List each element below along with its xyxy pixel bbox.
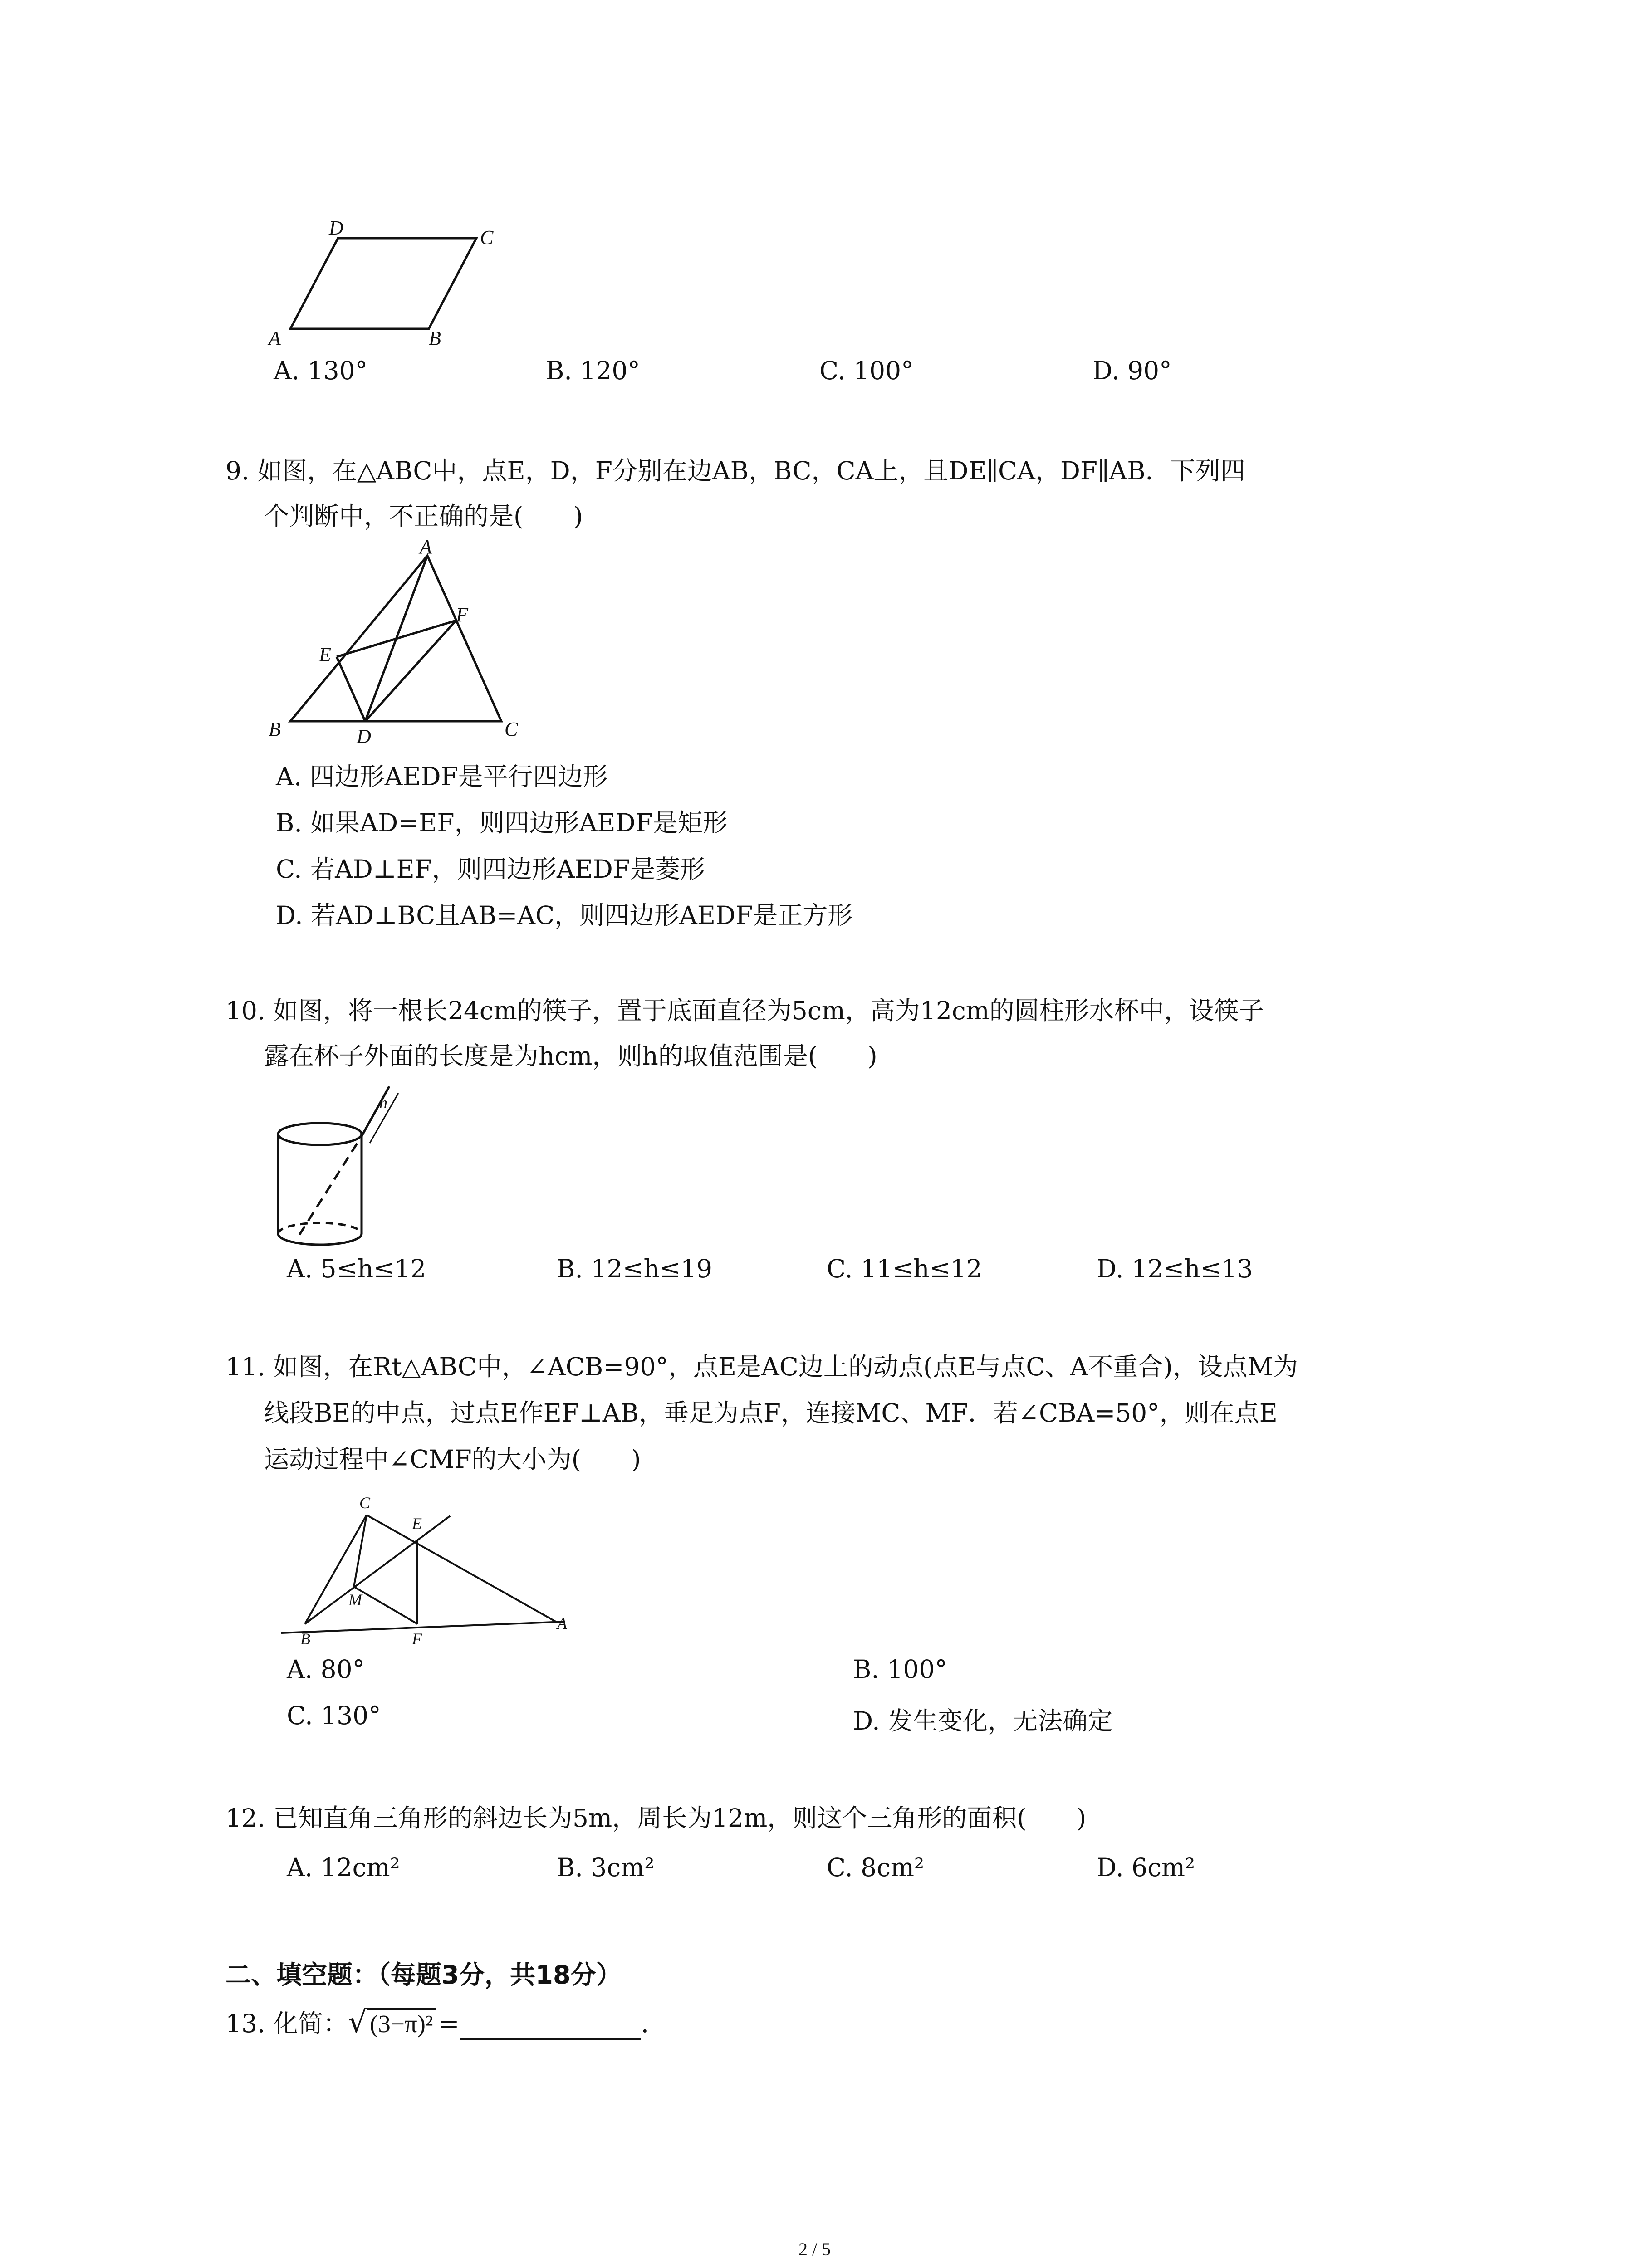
q9-option-d[interactable]: D. 若AD⊥BC且AB=AC，则四边形AEDF是正方形 — [276, 901, 853, 930]
q9-option-b[interactable]: B. 如果AD=EF，则四边形AEDF是矩形 — [276, 808, 728, 837]
q9-label-c: C — [505, 718, 518, 740]
q11-option-b[interactable]: B. 100° — [853, 1655, 947, 1684]
q13-answer-blank[interactable] — [460, 2015, 641, 2040]
baseline-ba — [281, 1622, 565, 1633]
q8-option-c[interactable]: C. 100° — [819, 356, 914, 385]
q13-equals: = — [438, 2009, 460, 2038]
q8-label-d: D — [329, 217, 343, 239]
q10-option-a[interactable]: A. 5≤h≤12 — [287, 1254, 426, 1283]
segment-ca — [367, 1515, 556, 1622]
q9-label-d: D — [357, 725, 371, 748]
segment-mf — [354, 1587, 417, 1624]
q10-option-c[interactable]: C. 11≤h≤12 — [827, 1254, 982, 1283]
q8-label-c: C — [480, 226, 494, 249]
q10-label-h: h — [379, 1094, 387, 1112]
q8-label-b: B — [429, 327, 441, 349]
q11-label-e: E — [412, 1515, 422, 1533]
q8-label-a: A — [269, 327, 281, 349]
q9-label-f: F — [456, 604, 468, 626]
segment-be-extended — [305, 1516, 450, 1624]
q8-option-b[interactable]: B. 120° — [546, 356, 640, 385]
q10-stem-line1: 10. 如图，将一根长24cm的筷子，置于底面直径为5cm，高为12cm的圆柱形水杯中，设筷子 — [225, 996, 1264, 1025]
q12-option-b[interactable]: B. 3cm² — [557, 1853, 655, 1882]
sqrt-sign-icon: √ — [348, 2004, 367, 2039]
page-number: 2 / 5 — [798, 2239, 831, 2259]
q13-end: . — [641, 2009, 649, 2038]
q9-label-a: A — [420, 536, 432, 558]
q9-stem-line2: 个判断中，不正确的是( ) — [264, 502, 583, 531]
q12-option-d[interactable]: D. 6cm² — [1097, 1853, 1195, 1882]
q11-label-b: B — [300, 1630, 310, 1648]
q11-stem-line1: 11. 如图，在Rt△ABC中，∠ACB=90°，点E是AC边上的动点(点E与点C、A不重合)，设点M为 — [225, 1352, 1298, 1381]
q11-label-a: A — [557, 1614, 567, 1633]
q12-option-c[interactable]: C. 8cm² — [827, 1853, 925, 1882]
q11-label-m: M — [348, 1591, 362, 1609]
q11-label-c: C — [359, 1494, 371, 1512]
q10-option-d[interactable]: D. 12≤h≤13 — [1097, 1254, 1253, 1283]
q11-label-f: F — [412, 1630, 422, 1648]
q9-label-e: E — [319, 644, 331, 666]
q13-prefix: 13. 化简： — [225, 2009, 348, 2038]
q11-stem-line3: 运动过程中∠CMF的大小为( ) — [264, 1445, 641, 1474]
q13-radicand: (3−π)² — [367, 2008, 436, 2038]
q9-stem-line1: 9. 如图，在△ABC中，点E，D，F分别在边AB，BC，CA上，且DE∥CA，DF∥AB．下列四 — [225, 456, 1245, 485]
q12-option-a[interactable]: A. 12cm² — [287, 1853, 400, 1882]
q13-line — [225, 2004, 649, 2040]
q10-stem-line2: 露在杯子外面的长度是为hcm，则h的取值范围是( ) — [264, 1041, 877, 1070]
q11-option-a[interactable]: A. 80° — [287, 1655, 365, 1684]
q9-label-b: B — [269, 718, 281, 740]
q11-option-d[interactable]: D. 发生变化，无法确定 — [853, 1706, 1113, 1735]
q8-option-d[interactable]: D. 90° — [1092, 356, 1172, 385]
section2-title: 二、填空题：（每题3分，共18分） — [225, 1960, 622, 1990]
q9-option-a[interactable]: A. 四边形AEDF是平行四边形 — [276, 762, 608, 791]
q9-option-c[interactable]: C. 若AD⊥EF，则四边形AEDF是菱形 — [276, 855, 705, 884]
q12-stem: 12. 已知直角三角形的斜边长为5m，周长为12m，则这个三角形的面积( ) — [225, 1804, 1087, 1833]
q8-option-a[interactable]: A. 130° — [274, 356, 368, 385]
q11-stem-line2: 线段BE的中点，过点E作EF⊥AB，垂足为点F，连接MC、MF．若∠CBA=50°，则在点E — [264, 1398, 1278, 1427]
q11-option-c[interactable]: C. 130° — [287, 1701, 381, 1730]
q10-option-b[interactable]: B. 12≤h≤19 — [557, 1254, 712, 1283]
